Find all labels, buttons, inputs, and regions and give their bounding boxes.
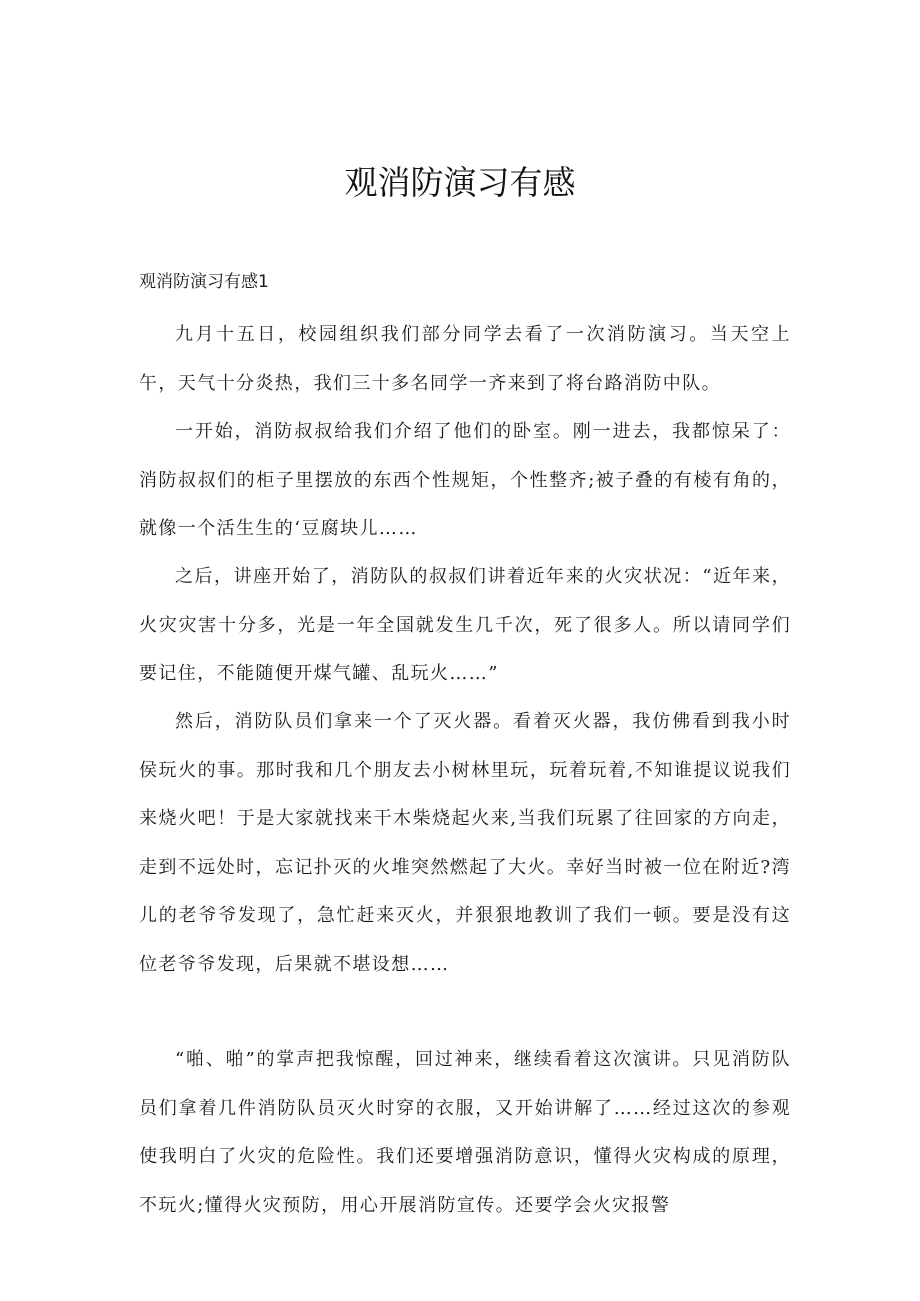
paragraph-3: 之后，讲座开始了，消防队的叔叔们讲着近年来的火灾状况：“近年来，火灾灾害十分多，光是一年全国就发生几千次，死了很多人。所以请同学们要记住，不能随便开煤气罐、乱玩火……” <box>139 566 791 684</box>
paragraph-1: 九月十五日，校园组织我们部分同学去看了一次消防演习。当天空上午，天气十分炎热，我们三十多名同学一齐来到了将台路消防中队。 <box>139 324 791 394</box>
paragraph-4: 然后，消防队员们拿来一个了灭火器。看着灭火器，我仿佛看到我小时侯玩火的事。那时我和几个朋友去小树林里玩，玩着玩着,不知谁提议说我们来烧火吧！于是大家就找来干木柴烧起火来,当我们玩累了往回家的方向走，走到不远处时，忘记扑灭的火堆突然燃起了大火。幸好当时被一位在附近?湾儿的老爷爷发现了，急忙赶来灭火，并狠狠地教训了我们一顿。要是没有这位老爷爷发现，后果就不堪设想…… <box>139 711 791 975</box>
document-title: 观消防演习有感 <box>344 163 576 202</box>
paragraph-2: 一开始，消防叔叔给我们介绍了他们的卧室。刚一进去，我都惊呆了：消防叔叔们的柜子里摆放的东西个性规矩，个性整齐;被子叠的有棱有角的，就像一个活生生的‘豆腐块儿…… <box>139 421 791 539</box>
paragraph-5: “啪、啪”的掌声把我惊醒，回过神来，继续看着这次演讲。只见消防队员们拿着几件消防队员灭火时穿的衣服，又开始讲解了……经过这次的参观使我明白了火灾的危险性。我们还要增强消防意识，懂得火灾构成的原理，不玩火;懂得火灾预防，用心开展消防宣传。还要学会火灾报警 <box>139 1049 791 1216</box>
section-heading: 观消防演习有感1 <box>139 272 269 292</box>
